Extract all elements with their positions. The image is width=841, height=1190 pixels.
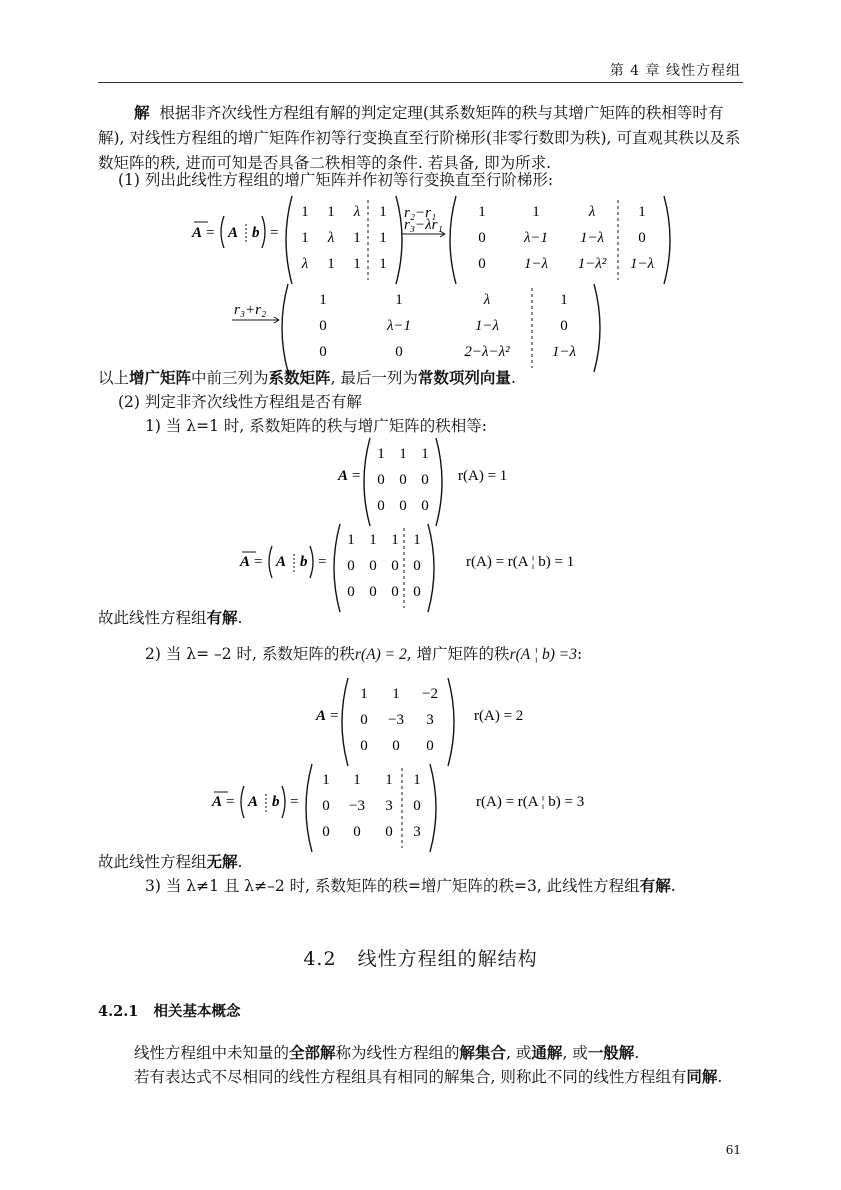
case1-A-rank: r(A) = 1 bbox=[458, 468, 508, 484]
note-text: . bbox=[510, 369, 516, 387]
matrix-left-bracket bbox=[342, 678, 348, 766]
svg-text:b: b bbox=[252, 225, 260, 241]
matrix-entry: 0 bbox=[413, 584, 421, 600]
matrix-left-bracket bbox=[364, 438, 370, 526]
matrix-entry: 0 bbox=[369, 558, 377, 574]
matrix-entry: 1 bbox=[532, 204, 540, 220]
matrix-entry: 1 bbox=[478, 204, 486, 220]
svg-text:=: = bbox=[330, 708, 339, 724]
svg-text:A: A bbox=[276, 554, 287, 570]
conclusion-has-solution: 有解 bbox=[206, 608, 238, 627]
matrix-entry: 3 bbox=[385, 798, 393, 814]
case2-label bbox=[145, 642, 582, 664]
matrix-entry: 0 bbox=[385, 824, 393, 840]
matrix-M3 bbox=[282, 284, 600, 372]
matrix-entry: 1 bbox=[301, 230, 309, 246]
matrix-entry: λ bbox=[483, 292, 491, 308]
matrix-M1 bbox=[286, 196, 402, 284]
matrix-right-bracket bbox=[436, 438, 442, 526]
matrix-entry: −3 bbox=[388, 712, 404, 728]
matrix-entry: 0 bbox=[399, 472, 407, 488]
concept-text: , 或 bbox=[562, 1044, 588, 1062]
conclusion-text: 故此线性方程组 bbox=[98, 609, 207, 627]
matrix-entry: 1 bbox=[353, 772, 361, 788]
matrix-left-bracket bbox=[286, 196, 292, 284]
svg-text:=: = bbox=[226, 794, 235, 810]
svg-text:b: b bbox=[272, 794, 280, 810]
matrix-A2 bbox=[342, 678, 454, 766]
matrix-right-bracket bbox=[428, 524, 434, 612]
concepts-paragraph-2 bbox=[98, 1064, 746, 1090]
solution-intro bbox=[98, 100, 746, 176]
step2-label: (2) 判定非齐次线性方程组是否有解 bbox=[118, 393, 362, 411]
conclusion2 bbox=[98, 850, 242, 872]
augmented-matrix-reduction bbox=[190, 192, 670, 371]
matrix-entry: 1 bbox=[353, 230, 361, 246]
matrix-entry: 0 bbox=[319, 344, 327, 360]
matrix-entry: −3 bbox=[349, 798, 365, 814]
section-title bbox=[0, 944, 841, 971]
matrix-left-bracket bbox=[282, 284, 288, 372]
case3-text: 3) 当 λ≠1 且 λ≠–2 时, 系数矩阵的秩=增广矩阵的秩=3, 此线性方程组 bbox=[145, 877, 640, 895]
row-ops-arrow-2 bbox=[232, 302, 279, 323]
case2-augmented-matrix bbox=[210, 762, 630, 850]
matrix-entry: 0 bbox=[360, 738, 368, 754]
concept-term: 通解 bbox=[531, 1043, 563, 1062]
conclusion-text: . bbox=[237, 853, 243, 871]
matrix-entry: 0 bbox=[347, 558, 355, 574]
matrix-entry: 0 bbox=[391, 558, 399, 574]
case2-Ab-rank: r(A) = r(A ¦ b) = 3 bbox=[476, 794, 585, 810]
concepts-paragraph-1 bbox=[98, 1040, 746, 1066]
conclusion-text: 故此线性方程组 bbox=[98, 853, 207, 871]
matrix-Ab2 bbox=[306, 764, 436, 852]
matrix-entry: λ bbox=[588, 204, 596, 220]
matrix-entry: 1 bbox=[399, 446, 407, 462]
abar-label-1 bbox=[191, 216, 278, 248]
matrix-entry: λ−1 bbox=[386, 318, 412, 334]
matrix-entry: 1−λ² bbox=[577, 256, 607, 272]
concept-text: , 或 bbox=[506, 1044, 532, 1062]
matrix-entry: 1 bbox=[377, 446, 385, 462]
matrix-entry: 0 bbox=[353, 824, 361, 840]
section-title-text: 线性方程组的解结构 bbox=[357, 948, 538, 970]
matrix-entry: 0 bbox=[413, 798, 421, 814]
svg-text:A: A bbox=[248, 794, 259, 810]
matrix-left-bracket bbox=[334, 524, 340, 612]
matrix-entry: 0 bbox=[392, 738, 400, 754]
case1-augmented-matrix bbox=[238, 522, 618, 608]
section-number: 4.2 bbox=[303, 948, 337, 970]
matrix-entry: 1 bbox=[413, 772, 421, 788]
matrix-left-bracket bbox=[450, 196, 456, 284]
concept-text: . bbox=[634, 1044, 640, 1062]
matrix-entry: 3 bbox=[413, 824, 421, 840]
matrix-entry: 0 bbox=[319, 318, 327, 334]
svg-text:A: A bbox=[316, 708, 327, 724]
matrix-entry: 0 bbox=[322, 798, 330, 814]
matrix-entry: −2 bbox=[422, 686, 438, 702]
matrix-entry: 1 bbox=[379, 230, 387, 246]
case2-coef-rank: r(A) = 2 bbox=[354, 646, 407, 663]
matrix-entry: 0 bbox=[426, 738, 434, 754]
matrix-A1 bbox=[364, 438, 442, 526]
svg-text:=: = bbox=[254, 554, 263, 570]
svg-text:=: = bbox=[206, 225, 215, 241]
page-number: 61 bbox=[725, 1143, 741, 1157]
matrix-entry: 1−λ bbox=[579, 230, 605, 246]
case1-Ab-rank: r(A) = r(A ¦ b) = 1 bbox=[466, 554, 575, 570]
svg-text:r₃−λr₁: r₃−λr₁ bbox=[404, 217, 443, 233]
matrix-entry: 0 bbox=[391, 584, 399, 600]
matrix-entry: 1 bbox=[319, 292, 327, 308]
matrix-entry: 1 bbox=[395, 292, 403, 308]
matrix-entry: 0 bbox=[347, 584, 355, 600]
svg-text:=: = bbox=[270, 225, 279, 241]
matrix-entry: 0 bbox=[395, 344, 403, 360]
matrix-entry: 0 bbox=[377, 472, 385, 488]
solution-lead: 解 bbox=[134, 103, 150, 122]
step1-label: (1) 列出此线性方程组的增广矩阵并作初等行变换直至行阶梯形: bbox=[118, 171, 554, 189]
matrix-entry: 1 bbox=[360, 686, 368, 702]
matrix-entry: 2−λ−λ² bbox=[464, 344, 510, 360]
matrix-entry: 1−λ bbox=[629, 256, 655, 272]
augmented-note bbox=[98, 366, 516, 388]
matrix-entry: 1 bbox=[327, 256, 335, 272]
matrix-entry: 0 bbox=[377, 498, 385, 514]
matrix-entry: 0 bbox=[421, 472, 429, 488]
subsection-number: 4.2.1 bbox=[98, 1003, 139, 1020]
note-term-coefficient: 系数矩阵 bbox=[268, 368, 331, 387]
matrix-entry: 0 bbox=[421, 498, 429, 514]
case1-coefficient-matrix bbox=[336, 436, 566, 522]
matrix-entry: 1 bbox=[347, 532, 355, 548]
concept-term: 全部解 bbox=[289, 1043, 336, 1062]
case3-label bbox=[145, 874, 676, 896]
concept-term: 解集合 bbox=[459, 1043, 507, 1062]
matrix-entry: 1 bbox=[638, 204, 646, 220]
matrix-entry: 1 bbox=[379, 256, 387, 272]
concept-text: . bbox=[717, 1068, 723, 1086]
case2-coefficient-matrix bbox=[314, 676, 564, 762]
matrix-entry: 0 bbox=[478, 256, 486, 272]
matrix-entry: 1 bbox=[301, 204, 309, 220]
case3-text: . bbox=[670, 877, 676, 895]
case2-text: : bbox=[576, 645, 583, 663]
note-text: 以上 bbox=[98, 369, 130, 387]
svg-text:A: A bbox=[228, 225, 239, 241]
note-text: 中前三列为 bbox=[191, 369, 269, 387]
matrix-right-bracket bbox=[664, 196, 670, 284]
concept-term: 一般解 bbox=[587, 1043, 635, 1062]
matrix-entry: 1 bbox=[391, 532, 399, 548]
matrix-entry: 0 bbox=[413, 558, 421, 574]
chapter-title: 第 4 章 线性方程组 bbox=[609, 63, 741, 79]
solution-intro-text: 根据非齐次线性方程组有解的判定定理(其系数矩阵的秩与其增广矩阵的秩相等时有解), 对线性方程组的增广矩阵作初等行变换直至行阶梯形(非零行数即为秩), 可直观其秩以及系数矩阵的秩, 进而可知是否具备二秩相等的条件. 若具备, 即为所求. bbox=[98, 104, 741, 172]
case2-text: 2) 当 λ= –2 时, 系数矩阵的秩 bbox=[145, 645, 355, 663]
matrix-entry: 1 bbox=[327, 204, 335, 220]
matrix-entry: λ bbox=[301, 256, 309, 272]
running-header bbox=[98, 58, 743, 83]
matrix-entry: 0 bbox=[399, 498, 407, 514]
matrix-entry: 0 bbox=[478, 230, 486, 246]
conclusion-text: . bbox=[237, 609, 243, 627]
subsection-title-text: 相关基本概念 bbox=[153, 1003, 241, 1020]
matrix-entry: 1 bbox=[353, 256, 361, 272]
case2-A-rank: r(A) = 2 bbox=[474, 708, 524, 724]
matrix-entry: λ−1 bbox=[523, 230, 549, 246]
case2-aug-rank: r(A ¦ b) =3 bbox=[509, 646, 577, 663]
concept-text: 若有表达式不尽相同的线性方程组具有相同的解集合, 则称此不同的线性方程组有 bbox=[134, 1068, 687, 1086]
matrix-entry: λ bbox=[327, 230, 335, 246]
matrix-entry: 1 bbox=[322, 772, 330, 788]
matrix-entry: 1−λ bbox=[551, 344, 577, 360]
concept-term: 同解 bbox=[686, 1067, 718, 1086]
matrix-M2 bbox=[450, 196, 670, 284]
svg-text:b: b bbox=[300, 554, 308, 570]
matrix-right-bracket bbox=[396, 196, 402, 284]
matrix-right-bracket bbox=[448, 678, 454, 766]
svg-text:A: A bbox=[212, 794, 223, 810]
matrix-entry: 1 bbox=[369, 532, 377, 548]
case2-text: , 增广矩阵的秩 bbox=[406, 645, 510, 663]
matrix-entry: 1−λ bbox=[523, 256, 549, 272]
svg-text:=: = bbox=[318, 554, 327, 570]
row-ops-arrow-1 bbox=[402, 205, 445, 237]
conclusion-no-solution: 无解 bbox=[206, 852, 238, 871]
svg-text:A: A bbox=[240, 554, 251, 570]
matrix-entry: 0 bbox=[638, 230, 646, 246]
matrix-entry: λ bbox=[353, 204, 361, 220]
matrix-Ab1 bbox=[334, 524, 434, 612]
matrix-entry: 0 bbox=[560, 318, 568, 334]
concept-text: 称为线性方程组的 bbox=[335, 1044, 460, 1062]
svg-text:r₃+r₂: r₃+r₂ bbox=[234, 302, 267, 318]
note-text: , 最后一列为 bbox=[330, 369, 418, 387]
matrix-left-bracket bbox=[306, 764, 312, 852]
svg-text:A: A bbox=[338, 468, 349, 484]
svg-text:=: = bbox=[290, 794, 299, 810]
svg-text:=: = bbox=[352, 468, 361, 484]
matrix-entry: 1 bbox=[560, 292, 568, 308]
matrix-right-bracket bbox=[594, 284, 600, 372]
svg-text:r₂−r₁: r₂−r₁ bbox=[404, 205, 437, 221]
matrix-entry: 1 bbox=[379, 204, 387, 220]
case1-label: 1) 当 λ=1 时, 系数矩阵的秩与增广矩阵的秩相等: bbox=[145, 417, 487, 435]
svg-text:A: A bbox=[192, 225, 203, 241]
matrix-entry: 1 bbox=[413, 532, 421, 548]
matrix-entry: 0 bbox=[322, 824, 330, 840]
case3-has-solution: 有解 bbox=[639, 876, 671, 895]
matrix-entry: 3 bbox=[426, 712, 434, 728]
note-term-constant: 常数项列向量 bbox=[417, 368, 511, 387]
matrix-entry: 1 bbox=[392, 686, 400, 702]
concept-text: 线性方程组中未知量的 bbox=[134, 1044, 290, 1062]
conclusion1 bbox=[98, 606, 242, 628]
subsection-title bbox=[98, 1000, 241, 1021]
matrix-entry: 1−λ bbox=[474, 318, 500, 334]
matrix-entry: 0 bbox=[369, 584, 377, 600]
matrix-entry: 0 bbox=[360, 712, 368, 728]
matrix-entry: 1 bbox=[385, 772, 393, 788]
matrix-entry: 1 bbox=[421, 446, 429, 462]
note-term-augmented: 增广矩阵 bbox=[129, 368, 192, 387]
matrix-right-bracket bbox=[430, 764, 436, 852]
